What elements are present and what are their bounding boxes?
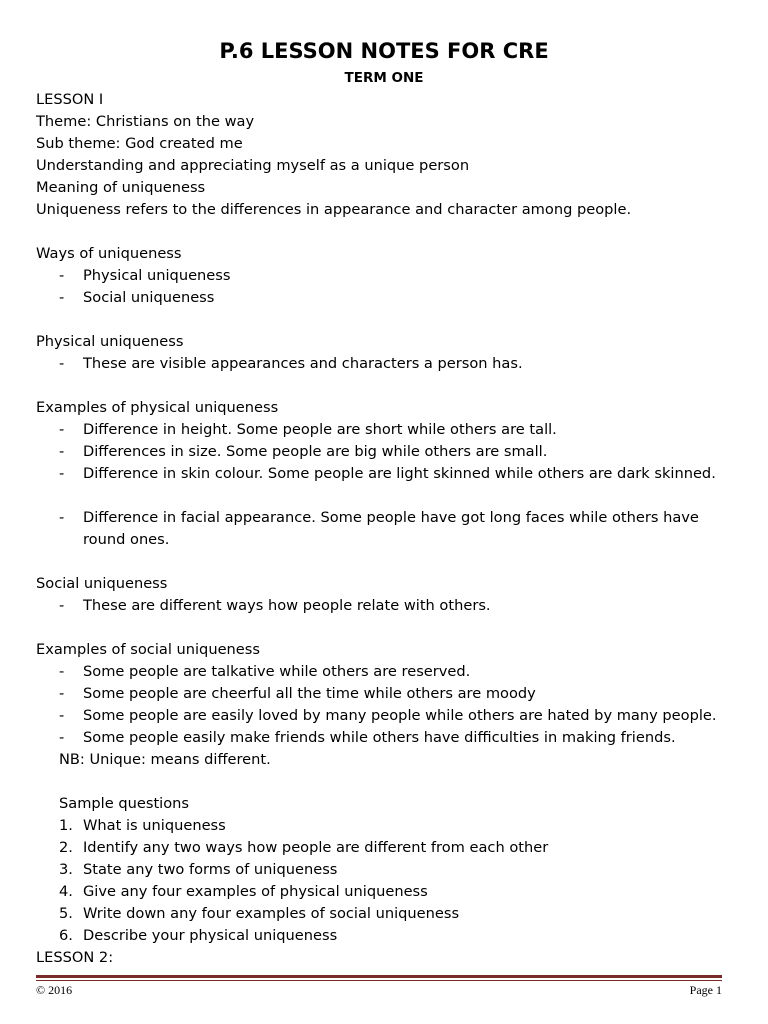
copyright-text: © 2016 [36, 983, 73, 997]
physical-heading: Physical uniqueness [36, 333, 184, 350]
question-item: 4. Give any four examples of physical uniqueness [59, 883, 428, 900]
meaning-heading: Meaning of uniqueness [36, 179, 206, 196]
page-number: Page 1 [689, 983, 722, 997]
list-item: - Difference in height. Some people are short while others are tall. [59, 421, 557, 438]
list-item: - Differences in size. Some people are big while others are small. [59, 443, 548, 460]
question-item: 6. Describe your physical uniqueness [59, 927, 338, 944]
list-item: - Social uniqueness [59, 289, 215, 306]
meaning-text: Uniqueness refers to the differences in appearance and character among people. [36, 201, 632, 218]
theme-line: Theme: Christians on the way [36, 113, 255, 130]
note-line: NB: Unique: means different. [59, 751, 271, 768]
social-examples-heading: Examples of social uniqueness [36, 641, 260, 658]
topic-line: Understanding and appreciating myself as a unique person [36, 157, 470, 174]
list-item: - These are visible appearances and characters a person has. [59, 355, 523, 372]
list-item: - Some people easily make friends while others have difficulties in making friends. [59, 729, 676, 746]
footer-rule [36, 975, 722, 978]
questions-heading: Sample questions [59, 795, 190, 812]
page-title: P.6 LESSON NOTES FOR CRE [219, 39, 549, 63]
social-heading: Social uniqueness [36, 575, 168, 592]
list-item: - Difference in skin colour. Some people are light skinned while others are dark skinned. [59, 465, 716, 482]
list-item: - Physical uniqueness [59, 267, 231, 284]
list-item: - Some people are talkative while others are reserved. [59, 663, 471, 680]
page-subtitle: TERM ONE [344, 70, 424, 86]
sub-theme-line: Sub theme: God created me [36, 135, 243, 152]
question-item: 2. Identify any two ways how people are different from each other [59, 839, 549, 856]
question-item: 3. State any two forms of uniqueness [59, 861, 338, 878]
lesson-heading: LESSON I [36, 91, 104, 108]
next-lesson-heading: LESSON 2: [36, 949, 114, 966]
list-item: - These are different ways how people relate with others. [59, 597, 491, 614]
question-item: 1. What is uniqueness [59, 817, 226, 834]
document-body [36, 89, 736, 969]
footer-rule-thin [36, 980, 722, 981]
list-item: - Some people are cheerful all the time while others are moody [59, 685, 536, 702]
ways-heading: Ways of uniqueness [36, 245, 182, 262]
physical-examples-heading: Examples of physical uniqueness [36, 399, 279, 416]
list-item: - Difference in facial appearance. Some people have got long faces while others have round ones. [59, 509, 699, 548]
list-item: - Some people are easily loved by many people while others are hated by many people. [59, 707, 717, 724]
question-item: 5. Write down any four examples of social uniqueness [59, 905, 460, 922]
